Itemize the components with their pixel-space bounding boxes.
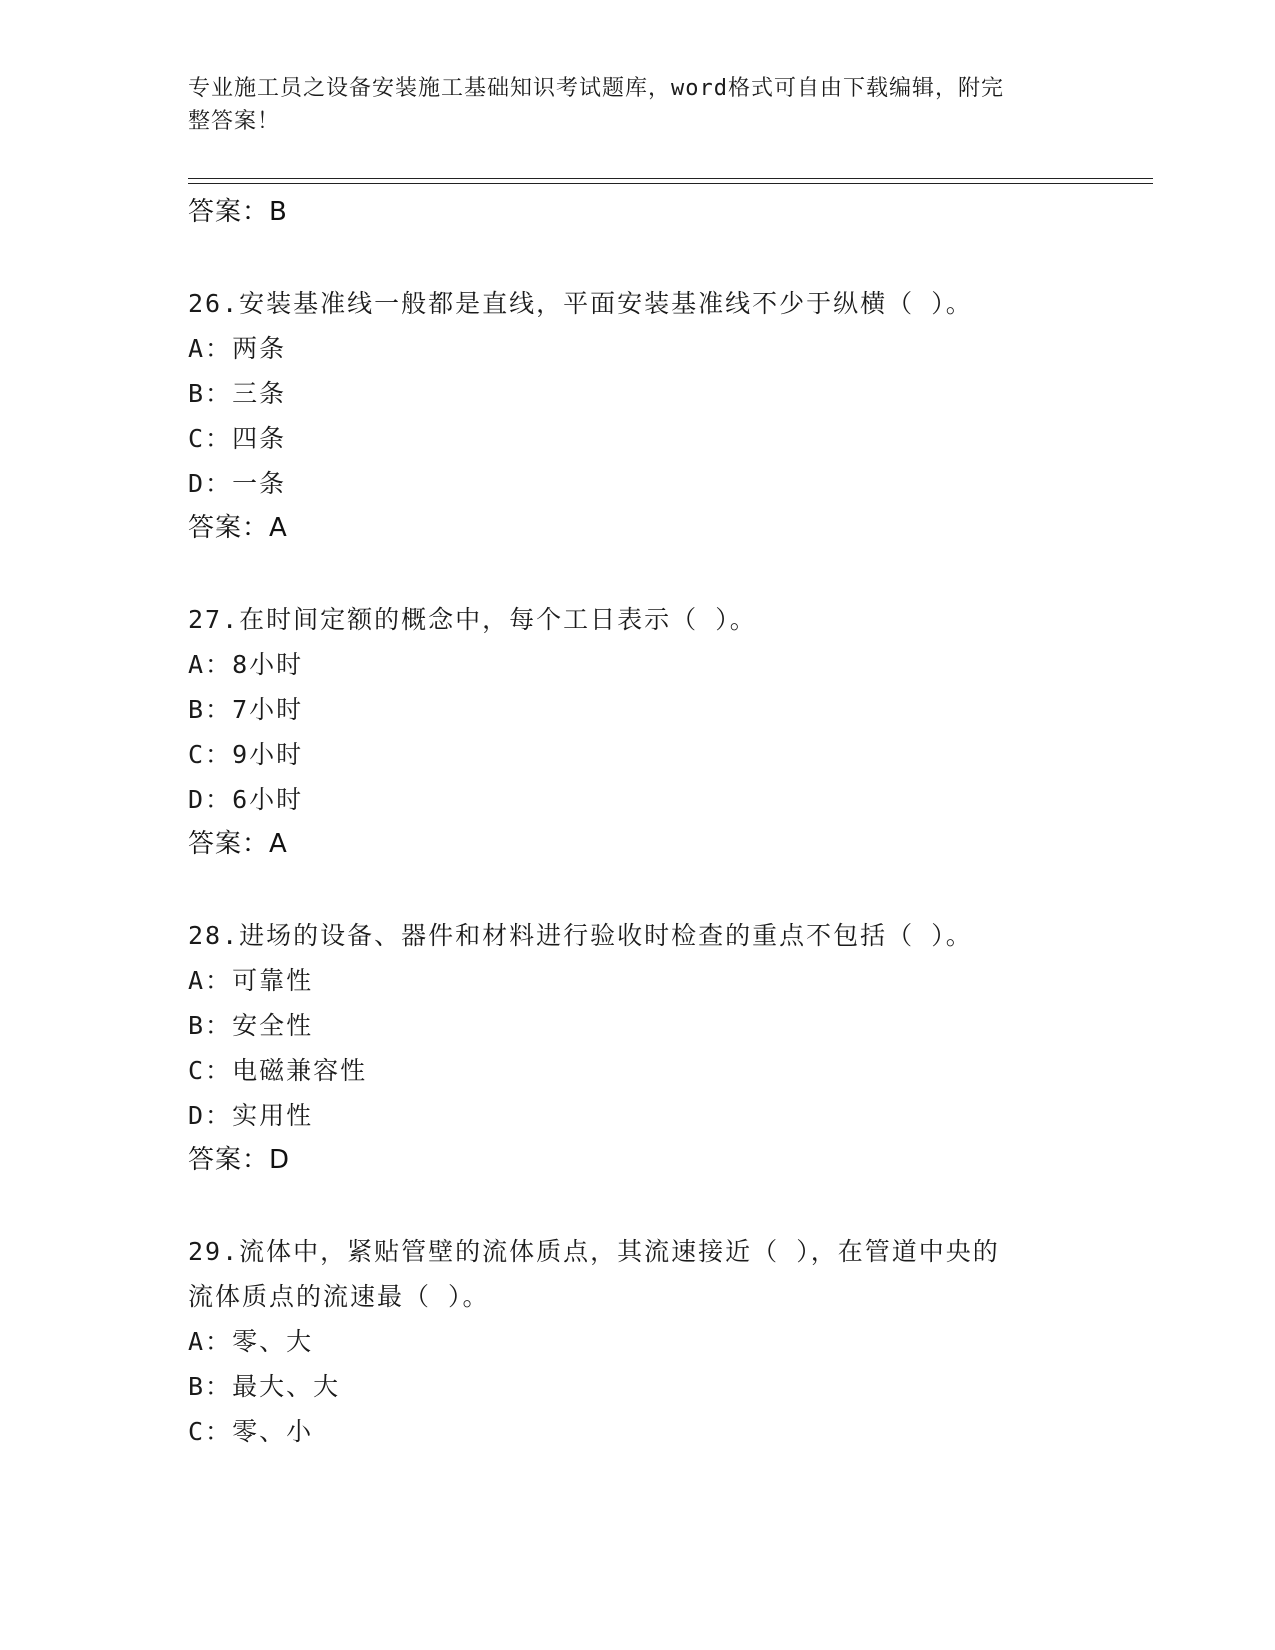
question-28: 28.进场的设备、器件和材料进行验收时检查的重点不包括（ ）。 xyxy=(188,921,973,950)
option-26-a xyxy=(188,326,1148,371)
option-letter: A： xyxy=(188,1327,233,1356)
question-list xyxy=(188,190,1148,1454)
option-29-b xyxy=(188,1364,1148,1409)
option-text: 两条 xyxy=(232,334,287,363)
option-letter: C： xyxy=(188,1056,233,1085)
option-28-c xyxy=(188,1048,1148,1093)
option-letter: A： xyxy=(188,966,233,995)
option-letter: B： xyxy=(188,1372,233,1401)
option-text: 安全性 xyxy=(232,1011,314,1040)
option-text: 一条 xyxy=(232,469,287,498)
option-29-c xyxy=(188,1409,1148,1454)
option-26-d xyxy=(188,461,1148,506)
option-letter: C： xyxy=(188,424,233,453)
header-line-1: 专业施工员之设备安装施工基础知识考试题库，word格式可自由下载编辑，附完 xyxy=(188,76,1004,101)
question-29-line-2: 流体质点的流速最（ ）。 xyxy=(188,1282,490,1311)
option-letter: A： xyxy=(188,334,233,363)
header-divider-bottom xyxy=(188,183,1153,184)
option-28-d xyxy=(188,1093,1148,1138)
option-28-b xyxy=(188,1003,1148,1048)
option-27-b xyxy=(188,687,1148,732)
option-text: 三条 xyxy=(232,379,287,408)
answer-27: 答案：A xyxy=(188,829,288,859)
document-header xyxy=(188,72,1068,138)
option-letter: C： xyxy=(188,1417,233,1446)
header-divider-top xyxy=(188,178,1153,179)
option-27-a xyxy=(188,642,1148,687)
answer-26: 答案：A xyxy=(188,513,288,543)
option-text: 电磁兼容性 xyxy=(232,1056,368,1085)
spacer xyxy=(188,1183,1148,1229)
option-text: 实用性 xyxy=(232,1101,314,1130)
option-text: 9小时 xyxy=(232,740,304,769)
option-text: 8小时 xyxy=(232,650,304,679)
answer-previous: 答案：B xyxy=(188,197,288,227)
option-letter: D： xyxy=(188,785,233,814)
option-letter: D： xyxy=(188,1101,233,1130)
header-line-2: 整答案！ xyxy=(188,109,281,134)
question-29-line-1: 29.流体中，紧贴管壁的流体质点，其流速接近（ ），在管道中央的 xyxy=(188,1237,1000,1266)
option-29-a xyxy=(188,1319,1148,1364)
option-text: 7小时 xyxy=(232,695,304,724)
option-letter: B： xyxy=(188,1011,233,1040)
option-letter: B： xyxy=(188,379,233,408)
option-text: 零、小 xyxy=(232,1417,314,1446)
option-letter: C： xyxy=(188,740,233,769)
option-27-d xyxy=(188,777,1148,822)
option-27-c xyxy=(188,732,1148,777)
option-letter: D： xyxy=(188,469,233,498)
spacer xyxy=(188,235,1148,281)
option-text: 可靠性 xyxy=(232,966,314,995)
question-26: 26.安装基准线一般都是直线，平面安装基准线不少于纵横（ ）。 xyxy=(188,289,973,318)
question-27: 27.在时间定额的概念中，每个工日表示（ ）。 xyxy=(188,605,757,634)
option-text: 最大、大 xyxy=(232,1372,341,1401)
option-letter: A： xyxy=(188,650,233,679)
option-text: 四条 xyxy=(232,424,287,453)
spacer xyxy=(188,551,1148,597)
option-26-c xyxy=(188,416,1148,461)
option-text: 6小时 xyxy=(232,785,304,814)
spacer xyxy=(188,867,1148,913)
option-text: 零、大 xyxy=(232,1327,314,1356)
option-28-a xyxy=(188,958,1148,1003)
option-letter: B： xyxy=(188,695,233,724)
option-26-b xyxy=(188,371,1148,416)
answer-28: 答案：D xyxy=(188,1145,291,1175)
